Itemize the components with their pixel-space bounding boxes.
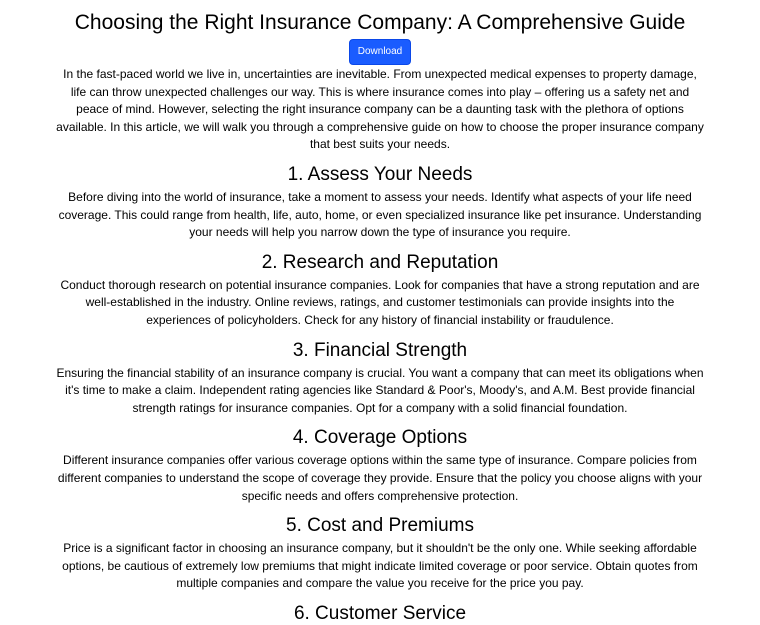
section-body-cost-premiums: Price is a significant factor in choosing an insurance company, but it shouldn't be the only one. While seeking affordable options, be cautious of extremely low premiums that might indicate limited coverage or poor service. Obtain quotes from multiple companies and compare the value you receive for the price you pay.	[62, 541, 698, 591]
section-body-financial-strength: Ensuring the financial stability of an insurance company is crucial. You want a company that can meet its obligations when it's time to make a claim. Independent rating agencies like Standard & Poor's, Moody's, and A.M. Best provide financial strength ratings for insurance companies. Opt for a company with a solid financial foundation.	[56, 365, 704, 415]
section-heading-customer-service: 6. Customer Service	[293, 602, 467, 624]
section-heading-coverage-options: 4. Coverage Options	[292, 427, 468, 449]
section-body-coverage-options: Different insurance companies offer various coverage options within the same type of insurance. Compare policies from different companies to understand the scope of coverage they provide. Ensure that the policy you choose aligns with your specific needs and offers comprehensive protection.	[57, 453, 703, 503]
section-body-research-reputation: Conduct thorough research on potential insurance companies. Look for companies that have a strong reputation and are well-established in the industry. Online reviews, ratings, and customer testimonials can provide insights into the experiences of policyholders. Check for any history of financial instability or fraudulence.	[60, 277, 700, 327]
section-heading-research-reputation: 2. Research and Reputation	[261, 251, 499, 273]
section-heading-financial-strength: 3. Financial Strength	[292, 339, 468, 361]
download-button[interactable]: Download	[349, 39, 411, 65]
article-page	[0, 11, 760, 624]
section-heading-cost-premiums: 5. Cost and Premiums	[286, 515, 474, 537]
page-title: Choosing the Right Insurance Company: A Comprehensive Guide	[74, 11, 686, 34]
intro-paragraph: In the fast-paced world we live in, uncertainties are inevitable. From unexpected medical expenses to property damage, life can throw unexpected challenges our way. This is where insurance comes into play – offering us a safety net and peace of mind. However, selecting the right insurance company can be a daunting task with the plethora of options available. In this article, we will walk you through a comprehensive guide on how to choose the proper insurance company that best suits your needs.	[56, 67, 704, 152]
download-button-wrapper	[56, 39, 704, 63]
section-heading-assess-needs: 1. Assess Your Needs	[287, 163, 473, 185]
section-body-assess-needs: Before diving into the world of insurance, take a moment to assess your needs. Identify what aspects of your life need coverage. This could range from health, life, auto, home, or even specialized insurance like pet insurance. Understanding your needs will help you narrow down the type of insurance you require.	[58, 189, 702, 240]
